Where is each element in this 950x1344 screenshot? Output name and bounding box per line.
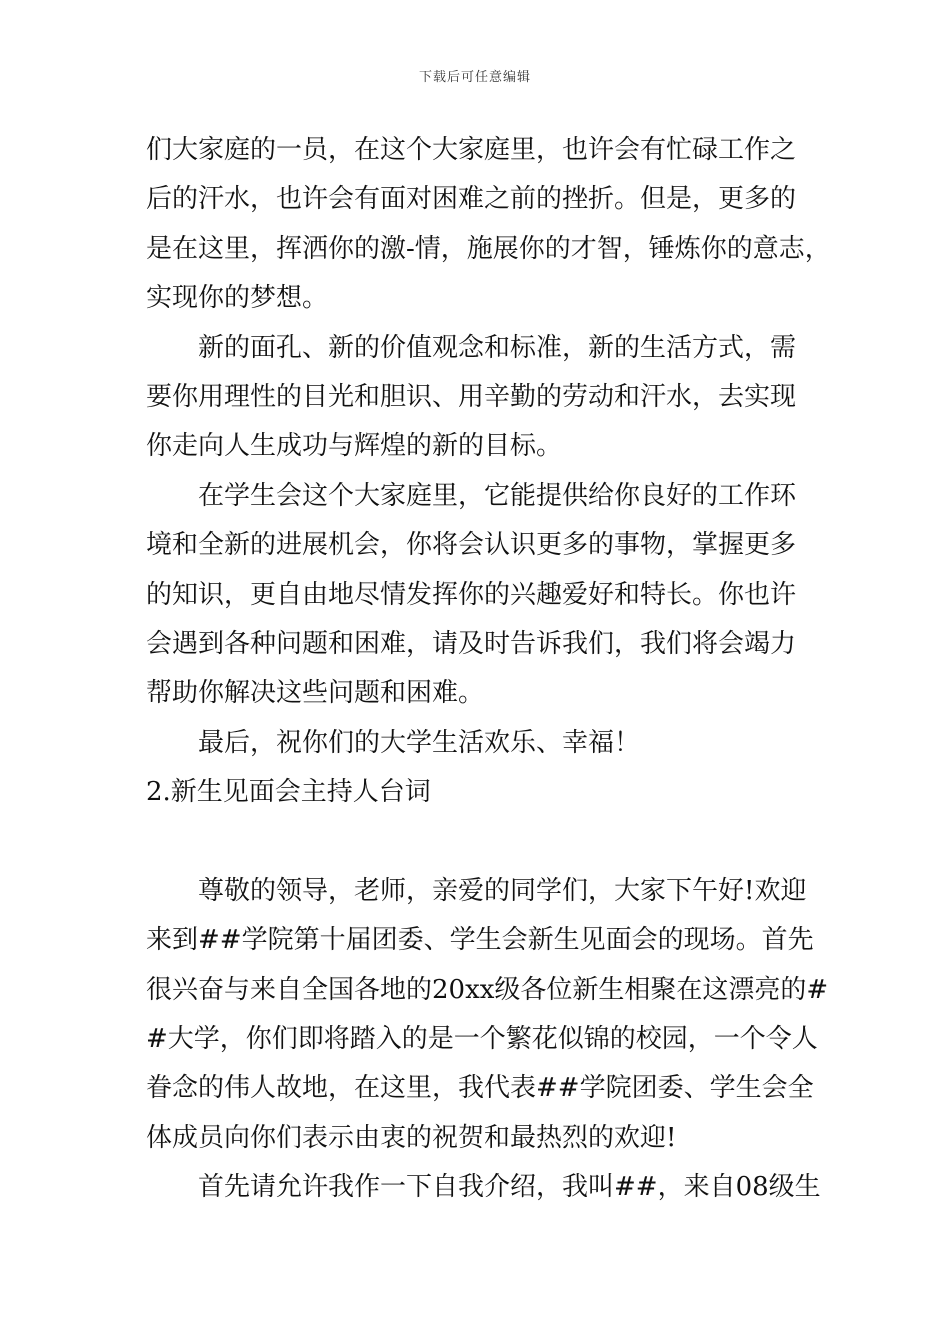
paragraph-start-line: 在学生会这个大家庭里，它能提供给你良好的工作环 (198, 480, 797, 511)
page-header: 下载后可任意编辑 (418, 70, 531, 85)
section-heading: 2.新生见面会主持人台词 (146, 777, 431, 808)
text-line: 帮助你解决这些问题和困难。 (146, 678, 485, 709)
text-line: 实现你的梦想。 (146, 283, 329, 314)
text-line: 境和全新的进展机会，你将会认识更多的事物，掌握更多 (146, 530, 797, 561)
text-line: 来到##学院第十届团委、学生会新生见面会的现场。首先 (146, 925, 814, 956)
text-line: 们大家庭的一员，在这个大家庭里，也许会有忙碌工作之 (146, 135, 797, 165)
text-line: 眷念的伟人故地，在这里，我代表##学院团委、学生会全 (146, 1073, 814, 1104)
paragraph-start-line: 首先请允许我作一下自我介绍，我叫##，来自08级生 (198, 1172, 821, 1203)
paragraph-start-line: 最后，祝你们的大学生活欢乐、幸福！ (198, 727, 641, 758)
text-line: 后的汗水，也许会有面对困难之前的挫折。但是，更多的 (146, 184, 797, 215)
text-line: 要你用理性的目光和胆识、用辛勤的劳动和汗水，去实现 (146, 381, 797, 412)
blank-spacer (146, 817, 826, 866)
text-line: 很兴奋与来自全国各地的20xx级各位新生相聚在这漂亮的# (146, 974, 829, 1005)
text-line: 会遇到各种问题和困难，请及时告诉我们，我们将会竭力 (146, 628, 797, 659)
text-line: #大学，你们即将踏入的是一个繁花似锦的校园，一个令人 (146, 1024, 818, 1055)
text-line: 的知识，更自由地尽情发挥你的兴趣爱好和特长。你也许 (146, 579, 797, 610)
paragraph-start-line: 新的面孔、新的价值观念和标准，新的生活方式，需 (198, 332, 797, 363)
paragraph-start-line: 尊敬的领导，老师，亲爱的同学们，大家下午好!欢迎 (198, 875, 807, 906)
document-body (146, 126, 831, 1213)
text-line: 你走向人生成功与辉煌的新的目标。 (146, 431, 563, 462)
text-line: 是在这里，挥洒你的激-情，施展你的才智，锤炼你的意志， (146, 233, 831, 264)
text-line: 体成员向你们表示由衷的祝贺和最热烈的欢迎! (146, 1122, 677, 1153)
